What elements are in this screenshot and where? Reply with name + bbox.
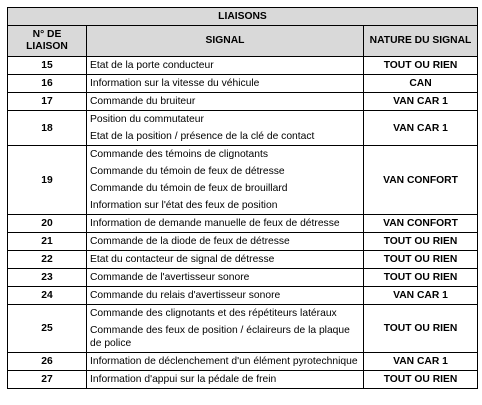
table-row bbox=[8, 75, 478, 93]
signal-text: Position du commutateur bbox=[90, 114, 204, 125]
signal-cell bbox=[87, 146, 364, 215]
liaison-number: 16 bbox=[8, 75, 87, 93]
table-header-row bbox=[8, 26, 478, 57]
table-row bbox=[8, 146, 478, 215]
signal-nature: VAN CONFORT bbox=[364, 146, 478, 215]
signal-text: Commande des témoins de clignotants bbox=[90, 149, 269, 160]
liaison-number: 26 bbox=[8, 353, 87, 371]
signal-nature: VAN CAR 1 bbox=[364, 93, 478, 111]
liaison-number: 23 bbox=[8, 269, 87, 287]
signal-nature: CAN bbox=[364, 75, 478, 93]
signal-text: Commande du témoin de feux de détresse bbox=[90, 166, 285, 177]
header-nature: NATURE DU SIGNAL bbox=[364, 26, 478, 57]
liaison-number: 17 bbox=[8, 93, 87, 111]
signal-nature: TOUT OU RIEN bbox=[364, 57, 478, 75]
table-row bbox=[8, 305, 478, 353]
table-row bbox=[8, 353, 478, 371]
signal-cell bbox=[87, 305, 364, 353]
signal-cell bbox=[87, 57, 364, 75]
liaison-number: 25 bbox=[8, 305, 87, 353]
signal-nature: VAN CONFORT bbox=[364, 215, 478, 233]
signal-cell bbox=[87, 371, 364, 389]
signal-text: Commande des feux de position / éclaireurs de la plaque de police bbox=[90, 325, 350, 349]
signal-text: Information sur l'état des feux de position bbox=[90, 200, 278, 211]
signal-text: Information de demande manuelle de feux de détresse bbox=[90, 218, 340, 229]
liaison-number: 20 bbox=[8, 215, 87, 233]
signal-text: Commande du bruiteur bbox=[90, 96, 196, 107]
signal-text: Commande du témoin de feux de brouillard bbox=[90, 183, 288, 194]
header-num: N° DE LIAISON bbox=[8, 26, 87, 57]
liaison-number: 24 bbox=[8, 287, 87, 305]
liaisons-table-container bbox=[7, 7, 477, 389]
signal-nature: TOUT OU RIEN bbox=[364, 251, 478, 269]
signal-text: Commande du relais d'avertisseur sonore bbox=[90, 290, 281, 301]
table-row bbox=[8, 371, 478, 389]
signal-text: Information sur la vitesse du véhicule bbox=[90, 78, 260, 89]
signal-nature: TOUT OU RIEN bbox=[364, 269, 478, 287]
table-title-row bbox=[8, 8, 478, 26]
table-row bbox=[8, 93, 478, 111]
signal-nature: TOUT OU RIEN bbox=[364, 371, 478, 389]
signal-nature: VAN CAR 1 bbox=[364, 111, 478, 146]
signal-text: Etat de la position / présence de la clé de contact bbox=[90, 131, 315, 142]
signal-text: Commande des clignotants et des répétiteurs latéraux bbox=[90, 308, 337, 319]
table-row bbox=[8, 111, 478, 146]
table-title: LIAISONS bbox=[8, 8, 478, 26]
liaison-number: 27 bbox=[8, 371, 87, 389]
table-row bbox=[8, 57, 478, 75]
table-row bbox=[8, 251, 478, 269]
liaison-number: 22 bbox=[8, 251, 87, 269]
liaison-number: 15 bbox=[8, 57, 87, 75]
signal-text: Etat du contacteur de signal de détresse bbox=[90, 254, 275, 265]
signal-text: Information d'appui sur la pédale de frein bbox=[90, 374, 277, 385]
signal-cell bbox=[87, 111, 364, 146]
signal-text: Information de déclenchement d'un élément pyrotechnique bbox=[90, 356, 358, 367]
signal-cell bbox=[87, 353, 364, 371]
table-row bbox=[8, 215, 478, 233]
table-row bbox=[8, 269, 478, 287]
liaison-number: 19 bbox=[8, 146, 87, 215]
signal-nature: VAN CAR 1 bbox=[364, 287, 478, 305]
signal-nature: TOUT OU RIEN bbox=[364, 305, 478, 353]
signal-cell bbox=[87, 233, 364, 251]
signal-nature: TOUT OU RIEN bbox=[364, 233, 478, 251]
signal-text: Commande de la diode de feux de détresse bbox=[90, 236, 290, 247]
liaisons-table bbox=[7, 7, 478, 389]
table-row bbox=[8, 233, 478, 251]
signal-nature: VAN CAR 1 bbox=[364, 353, 478, 371]
table-row bbox=[8, 287, 478, 305]
liaison-number: 21 bbox=[8, 233, 87, 251]
signal-cell bbox=[87, 269, 364, 287]
signal-text: Commande de l'avertisseur sonore bbox=[90, 272, 250, 283]
signal-cell bbox=[87, 75, 364, 93]
header-signal: SIGNAL bbox=[87, 26, 364, 57]
liaison-number: 18 bbox=[8, 111, 87, 146]
table-body bbox=[8, 57, 478, 389]
signal-cell bbox=[87, 251, 364, 269]
signal-cell bbox=[87, 93, 364, 111]
signal-text: Etat de la porte conducteur bbox=[90, 60, 214, 71]
signal-cell bbox=[87, 287, 364, 305]
signal-cell bbox=[87, 215, 364, 233]
